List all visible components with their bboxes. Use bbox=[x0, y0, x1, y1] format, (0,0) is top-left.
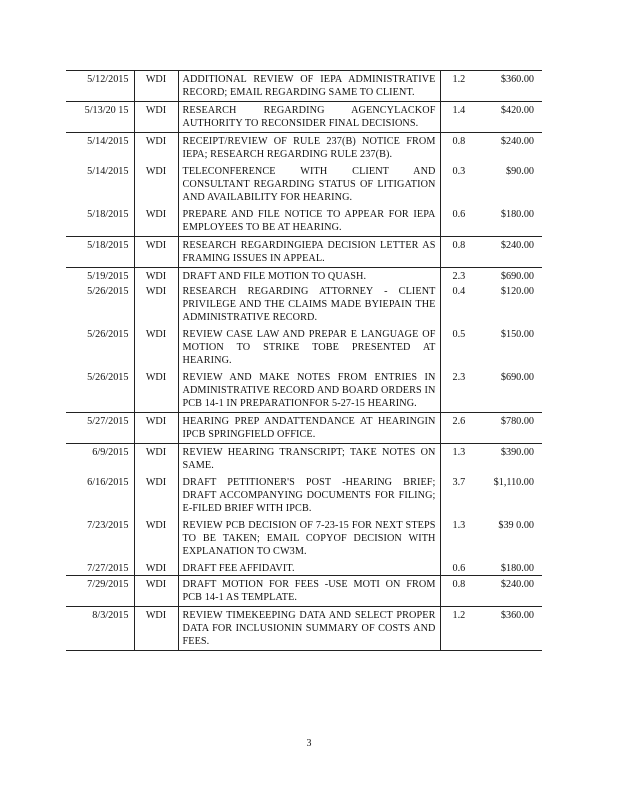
entry-amount: $150.00 bbox=[500, 329, 534, 340]
entry-amount: $90.00 bbox=[505, 166, 534, 177]
table-row bbox=[66, 268, 542, 284]
entry-initials: WDI bbox=[134, 283, 178, 326]
entry-initials: WDI bbox=[134, 444, 178, 475]
entry-description: REVIEW PCB DECISION OF 7-23-15 FOR NEXT STEPS TO BE TAKEN; EMAIL COPYOF DECISION WITH EXPLANATION TO CW3M. bbox=[178, 517, 440, 560]
entry-hours: 1.4 bbox=[440, 102, 480, 133]
entry-date: 8/3/2015 bbox=[66, 607, 134, 651]
entry-hours: 0.8 bbox=[440, 576, 480, 607]
table-row bbox=[66, 133, 542, 164]
entry-description: DRAFT AND FILE MOTION TO QUASH. bbox=[178, 268, 440, 284]
entry-description: DRAFT FEE AFFIDAVIT. bbox=[178, 560, 440, 576]
entry-description: PREPARE AND FILE NOTICE TO APPEAR FOR IEPA EMPLOYEES TO BE AT HEARING. bbox=[178, 206, 440, 237]
entry-amount: $120.00 bbox=[500, 286, 534, 297]
table-row bbox=[66, 607, 542, 651]
entry-amount: $780.00 bbox=[480, 413, 542, 444]
entry-hours: 1.2 bbox=[440, 607, 480, 651]
entry-date: 5/14/2015 bbox=[66, 133, 134, 164]
entry-hours: 2.6 bbox=[440, 413, 480, 444]
table-row bbox=[66, 283, 542, 326]
entry-description: DRAFT MOTION FOR FEES -USE MOTI ON FROM PCB 14-1 AS TEMPLATE. bbox=[178, 576, 440, 607]
entry-date: 5/13/20 15 bbox=[66, 102, 134, 133]
page-number: 3 bbox=[306, 738, 312, 749]
entry-initials: WDI bbox=[134, 576, 178, 607]
table-row bbox=[66, 163, 542, 206]
entry-amount: $180.00 bbox=[500, 563, 534, 574]
entry-amount: $690.00 bbox=[480, 268, 542, 284]
entry-description: RESEARCH REGARDINGIEPA DECISION LETTER AS FRAMING ISSUES IN APPEAL. bbox=[178, 237, 440, 268]
entry-date: 5/26/2015 bbox=[87, 372, 129, 383]
entry-description: RESEARCH REGARDING AGENCYLACKOF AUTHORITY TO RECONSIDER FINAL DECISIONS. bbox=[178, 102, 440, 133]
entry-amount: $240.00 bbox=[480, 237, 542, 268]
entry-initials: WDI bbox=[134, 474, 178, 517]
entry-initials: WDI bbox=[134, 163, 178, 206]
entry-description: REVIEW CASE LAW AND PREPAR E LANGUAGE OF MOTION TO STRIKE TOBE PRESENTED AT HEARING. bbox=[178, 326, 440, 369]
entry-date: 7/29/2015 bbox=[66, 576, 134, 607]
entry-description: RESEARCH REGARDING ATTORNEY - CLIENT PRIVILEGE AND THE CLAIMS MADE BYIEPAIN THE ADMINISTRATIVE RECORD. bbox=[178, 283, 440, 326]
entry-date: 5/14/2015 bbox=[87, 166, 129, 177]
entry-amount: $690.00 bbox=[500, 372, 534, 383]
entry-hours: 0.8 bbox=[440, 133, 480, 164]
table-row bbox=[66, 369, 542, 413]
entry-hours: 1.3 bbox=[440, 444, 480, 475]
entry-amount: $1,110.00 bbox=[493, 477, 534, 488]
entry-description: REVIEW AND MAKE NOTES FROM ENTRIES IN ADMINISTRATIVE RECORD AND BOARD ORDERS IN PCB 14-1 IN PREPARATIONFOR 5-27-15 HEARING. bbox=[178, 369, 440, 413]
entry-amount: $360.00 bbox=[480, 607, 542, 651]
table-row bbox=[66, 71, 542, 102]
entry-date: 5/26/2015 bbox=[87, 329, 129, 340]
entry-hours: 2.3 bbox=[440, 268, 480, 284]
entry-hours: 0.6 bbox=[440, 206, 480, 237]
entry-date: 7/27/2015 bbox=[87, 563, 129, 574]
billing-ledger-table bbox=[66, 70, 542, 651]
entry-hours: 3.7 bbox=[440, 474, 480, 517]
entry-description: HEARING PREP ANDATTENDANCE AT HEARINGIN IPCB SPRINGFIELD OFFICE. bbox=[178, 413, 440, 444]
table-row bbox=[66, 444, 542, 475]
entry-initials: WDI bbox=[134, 369, 178, 413]
entry-amount: $240.00 bbox=[480, 133, 542, 164]
entry-hours: 0.3 bbox=[440, 163, 480, 206]
entry-description: REVIEW TIMEKEEPING DATA AND SELECT PROPER DATA FOR INCLUSIONIN SUMMARY OF COSTS AND FEES. bbox=[178, 607, 440, 651]
entry-hours: 0.6 bbox=[440, 560, 480, 576]
entry-initials: WDI bbox=[134, 102, 178, 133]
entry-date: 5/18/2015 bbox=[66, 237, 134, 268]
entry-initials: WDI bbox=[134, 268, 178, 284]
entry-hours: 0.8 bbox=[440, 237, 480, 268]
entry-amount: $390.00 bbox=[480, 444, 542, 475]
entry-hours: 0.4 bbox=[440, 283, 480, 326]
table-row bbox=[66, 206, 542, 237]
entry-date: 6/9/2015 bbox=[66, 444, 134, 475]
entry-initials: WDI bbox=[134, 237, 178, 268]
table-row bbox=[66, 560, 542, 576]
table-row bbox=[66, 102, 542, 133]
table-row bbox=[66, 474, 542, 517]
table-row bbox=[66, 237, 542, 268]
entry-initials: WDI bbox=[134, 206, 178, 237]
entry-description: ADDITIONAL REVIEW OF IEPA ADMINISTRATIVE RECORD; EMAIL REGARDING SAME TO CLIENT. bbox=[178, 71, 440, 102]
entry-initials: WDI bbox=[134, 560, 178, 576]
entry-date: 5/27/2015 bbox=[66, 413, 134, 444]
table-row bbox=[66, 517, 542, 560]
entry-initials: WDI bbox=[134, 133, 178, 164]
entry-amount: $420.00 bbox=[480, 102, 542, 133]
table-row bbox=[66, 326, 542, 369]
entry-initials: WDI bbox=[134, 607, 178, 651]
entry-amount: $360.00 bbox=[480, 71, 542, 102]
entry-date: 6/16/2015 bbox=[87, 477, 129, 488]
entry-initials: WDI bbox=[134, 413, 178, 444]
entry-hours: 1.3 bbox=[440, 517, 480, 560]
entry-amount: $240.00 bbox=[480, 576, 542, 607]
entry-initials: WDI bbox=[134, 326, 178, 369]
entry-description: REVIEW HEARING TRANSCRIPT; TAKE NOTES ON SAME. bbox=[178, 444, 440, 475]
entry-date: 5/26/2015 bbox=[87, 286, 129, 297]
entry-hours: 0.5 bbox=[440, 326, 480, 369]
entry-amount: $39 0.00 bbox=[498, 520, 534, 531]
entry-description: TELECONFERENCE WITH CLIENT AND CONSULTANT REGARDING STATUS OF LITIGATION AND AVAILABILITY FOR HEARING. bbox=[178, 163, 440, 206]
entry-date: 7/23/2015 bbox=[87, 520, 129, 531]
entry-date: 5/12/2015 bbox=[66, 71, 134, 102]
entry-initials: WDI bbox=[134, 517, 178, 560]
entry-date: 5/19/2015 bbox=[66, 268, 134, 284]
entry-amount: $180.00 bbox=[500, 209, 534, 220]
table-row bbox=[66, 413, 542, 444]
entry-description: DRAFT PETITIONER'S POST -HEARING BRIEF; DRAFT ACCOMPANYING DOCUMENTS FOR FILING; E-FILED BRIEF WITH IPCB. bbox=[178, 474, 440, 517]
entry-description: RECEIPT/REVIEW OF RULE 237(B) NOTICE FROM IEPA; RESEARCH REGARDING RULE 237(B). bbox=[178, 133, 440, 164]
entry-initials: WDI bbox=[134, 71, 178, 102]
table-row bbox=[66, 576, 542, 607]
entry-hours: 2.3 bbox=[440, 369, 480, 413]
entry-hours: 1.2 bbox=[440, 71, 480, 102]
entry-date: 5/18/2015 bbox=[87, 209, 129, 220]
